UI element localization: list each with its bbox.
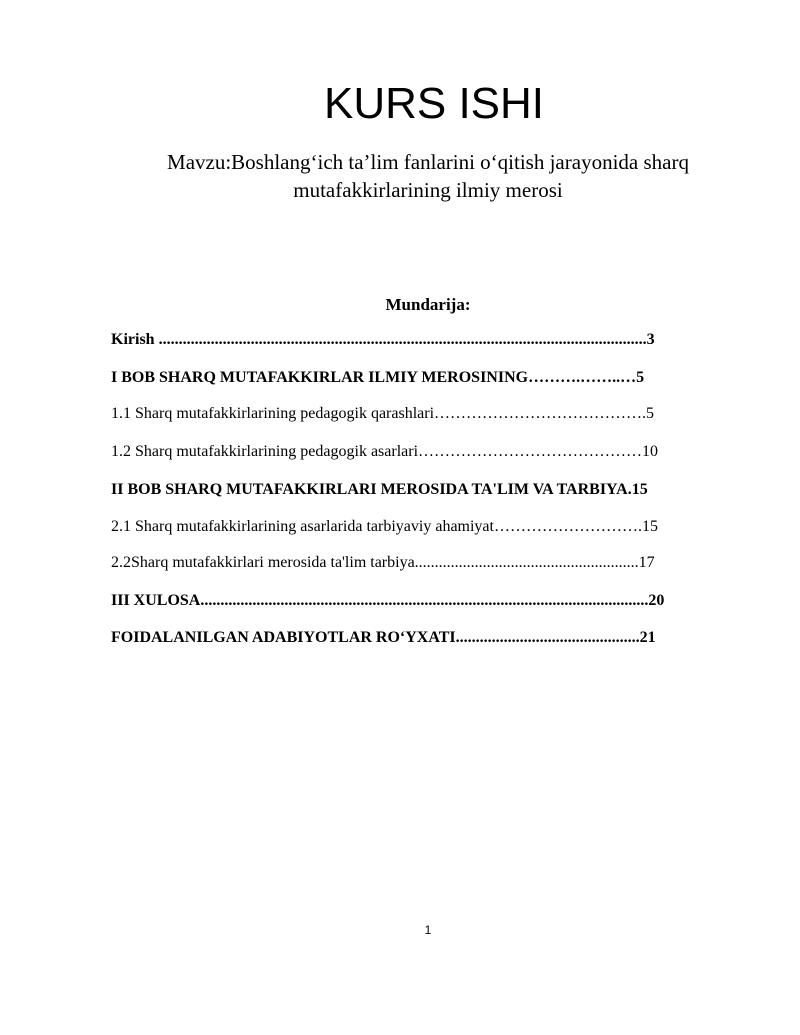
- toc-entry-references: FOIDALANILGAN ADABIYOTLAR RO‘YXATI..............................................21: [111, 629, 656, 646]
- toc-entry-conclusion: III XULOSA................................................................................................................20: [111, 592, 665, 609]
- toc-entry-section-2-1: 2.1 Sharq mutafakkirlarining asarlarida tarbiyaviy ahamiyat……………………….15: [111, 518, 658, 535]
- document-title: KURS ISHI: [323, 79, 545, 128]
- toc-entry-section-1-2: 1.2 Sharq mutafakkirlarining pedagogik asarlari……………………………………10: [111, 443, 659, 460]
- toc-entry-chapter-1: I BOB SHARQ MUTAFAKKIRLAR ILMIY MEROSINING……….……..…5: [111, 369, 645, 386]
- table-of-contents-heading: Mundarija:: [385, 295, 471, 314]
- toc-entry-section-1-1: 1.1 Sharq mutafakkirlarining pedagogik qarashlari………………………………….5: [111, 405, 655, 422]
- toc-entry-section-2-2: 2.2Sharq mutafakkirlari merosida ta'lim tarbiya........................................................17: [111, 554, 655, 571]
- subject-line-2: mutafakkirlarining ilmiy merosi: [293, 178, 563, 202]
- toc-entry-chapter-2: II BOB SHARQ MUTAFAKKIRLARI MEROSIDA TA'LIM VA TARBIYA.15: [111, 481, 648, 498]
- subject-line-1: Mavzu:Boshlang‘ich ta’lim fanlarini o‘qitish jarayonida sharq: [167, 150, 689, 174]
- document-subject: [150, 148, 706, 204]
- toc-entry-introduction: Kirish ..........................................................................................................................3: [111, 331, 655, 348]
- page-number: 1: [424, 923, 432, 937]
